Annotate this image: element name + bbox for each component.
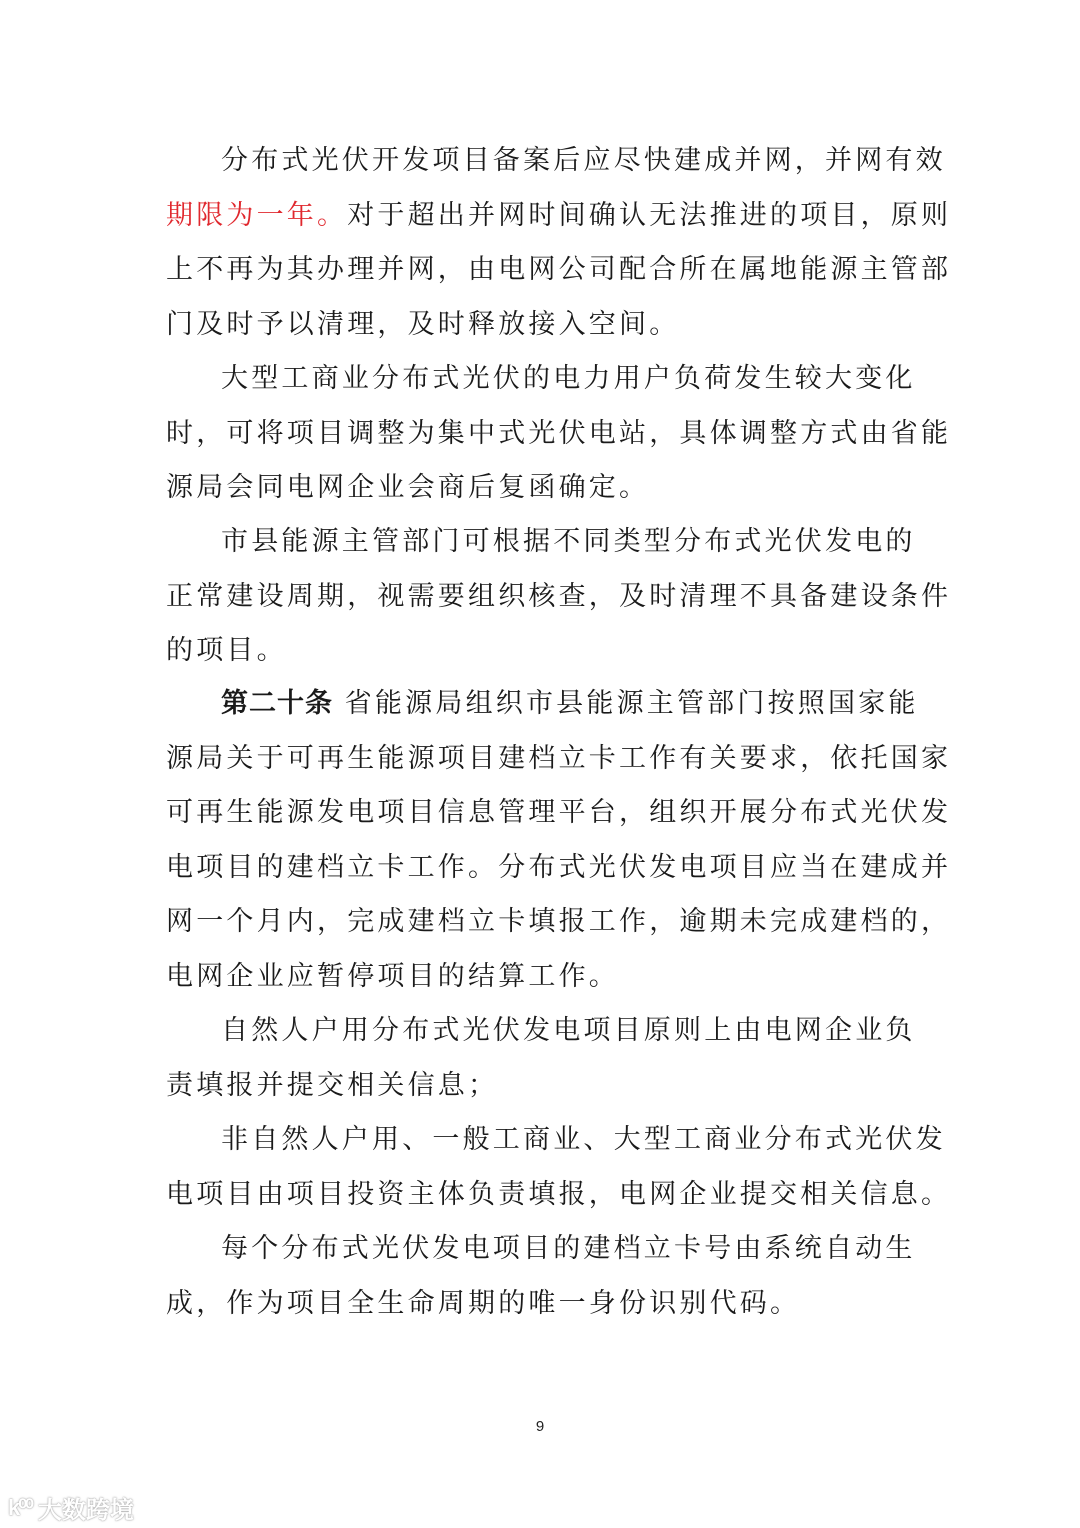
text-segment: 责填报并提交相关信息； <box>166 1069 499 1101</box>
page-number: 9 <box>535 1418 545 1435</box>
text-segment: 电项目的建档立卡工作。分布式光伏发电项目应当在建成并 <box>166 851 952 883</box>
text-segment: 可再生能源发电项目信息管理平台，组织开展分布式光伏发 <box>166 797 952 828</box>
text-segment: 时，可将项目调整为集中式光伏电站，具体调整方式由省能 <box>166 417 952 449</box>
text-line <box>166 950 926 1005</box>
text-line <box>166 1277 926 1332</box>
watermark-logo-icon: k⁰⁰ <box>8 1494 32 1520</box>
text-line <box>166 895 952 950</box>
text-line <box>166 189 952 244</box>
text-line <box>166 1222 926 1277</box>
text-line <box>166 1168 952 1223</box>
paragraph <box>166 1004 926 1113</box>
text-segment: 的项目。 <box>166 635 287 666</box>
text-segment: 成，作为项目全生命周期的唯一身份识别代码。 <box>166 1287 801 1319</box>
text-segment: 门及时予以清理，及时释放接入空间。 <box>166 308 680 340</box>
text-segment: 网一个月内，完成建档立卡填报工作，逾期未完成建档的， <box>166 906 952 937</box>
text-line <box>166 841 952 896</box>
paragraph <box>166 1222 926 1331</box>
text-line <box>166 515 926 570</box>
text-line <box>166 134 946 189</box>
text-line <box>166 1113 946 1168</box>
text-line <box>166 461 926 516</box>
text-line <box>166 407 952 462</box>
text-line <box>166 1059 926 1114</box>
text-segment: 电网企业应暂停项目的结算工作。 <box>166 960 619 992</box>
paragraph <box>166 134 952 352</box>
text-segment: 源局会同电网企业会商后复函确定。 <box>166 472 650 503</box>
text-segment: 非自然人户用、一般工商业、大型工商业分布式光伏发 <box>221 1124 946 1155</box>
highlighted-text: 期限为一年。 <box>166 199 348 231</box>
text-segment: 上不再为其办理并网，由电网公司配合所在属地能源主管部 <box>166 254 952 285</box>
text-segment: 每个分布式光伏发电项目的建档立卡号由系统自动生 <box>221 1233 916 1264</box>
text-segment: 市县能源主管部门可根据不同类型分布式光伏发电的 <box>221 526 916 557</box>
text-segment: 大型工商业分布式光伏的电力用户负荷发生较大变化 <box>221 363 916 394</box>
text-line <box>166 624 926 679</box>
text-segment: 自然人户用分布式光伏发电项目原则上由电网企业负 <box>221 1015 916 1046</box>
article-heading: 第二十条 <box>221 688 333 719</box>
watermark <box>8 1490 134 1525</box>
paragraph <box>166 677 952 1004</box>
paragraph <box>166 515 952 679</box>
text-line <box>166 298 926 353</box>
paragraph <box>166 352 952 516</box>
text-segment: 省能源局组织市县能源主管部门按照国家能 <box>333 688 919 719</box>
text-segment: 分布式光伏开发项目备案后应尽快建成并网，并网有效 <box>221 145 946 176</box>
text-line <box>166 570 952 625</box>
text-line <box>166 352 926 407</box>
text-line <box>166 677 926 732</box>
text-line <box>166 243 952 298</box>
text-segment: 电项目由项目投资主体负责填报，电网企业提交相关信息。 <box>166 1178 952 1210</box>
text-segment: 源局关于可再生能源项目建档立卡工作有关要求，依托国家 <box>166 742 952 774</box>
text-segment: 正常建设周期，视需要组织核查，及时清理不具备建设条件 <box>166 580 952 612</box>
text-line <box>166 1004 926 1059</box>
text-line <box>166 732 952 787</box>
text-line <box>166 786 952 841</box>
paragraph <box>166 1113 952 1222</box>
text-segment: 对于超出并网时间确认无法推进的项目，原则 <box>347 199 952 231</box>
watermark-text: 大数跨境 <box>37 1497 134 1524</box>
